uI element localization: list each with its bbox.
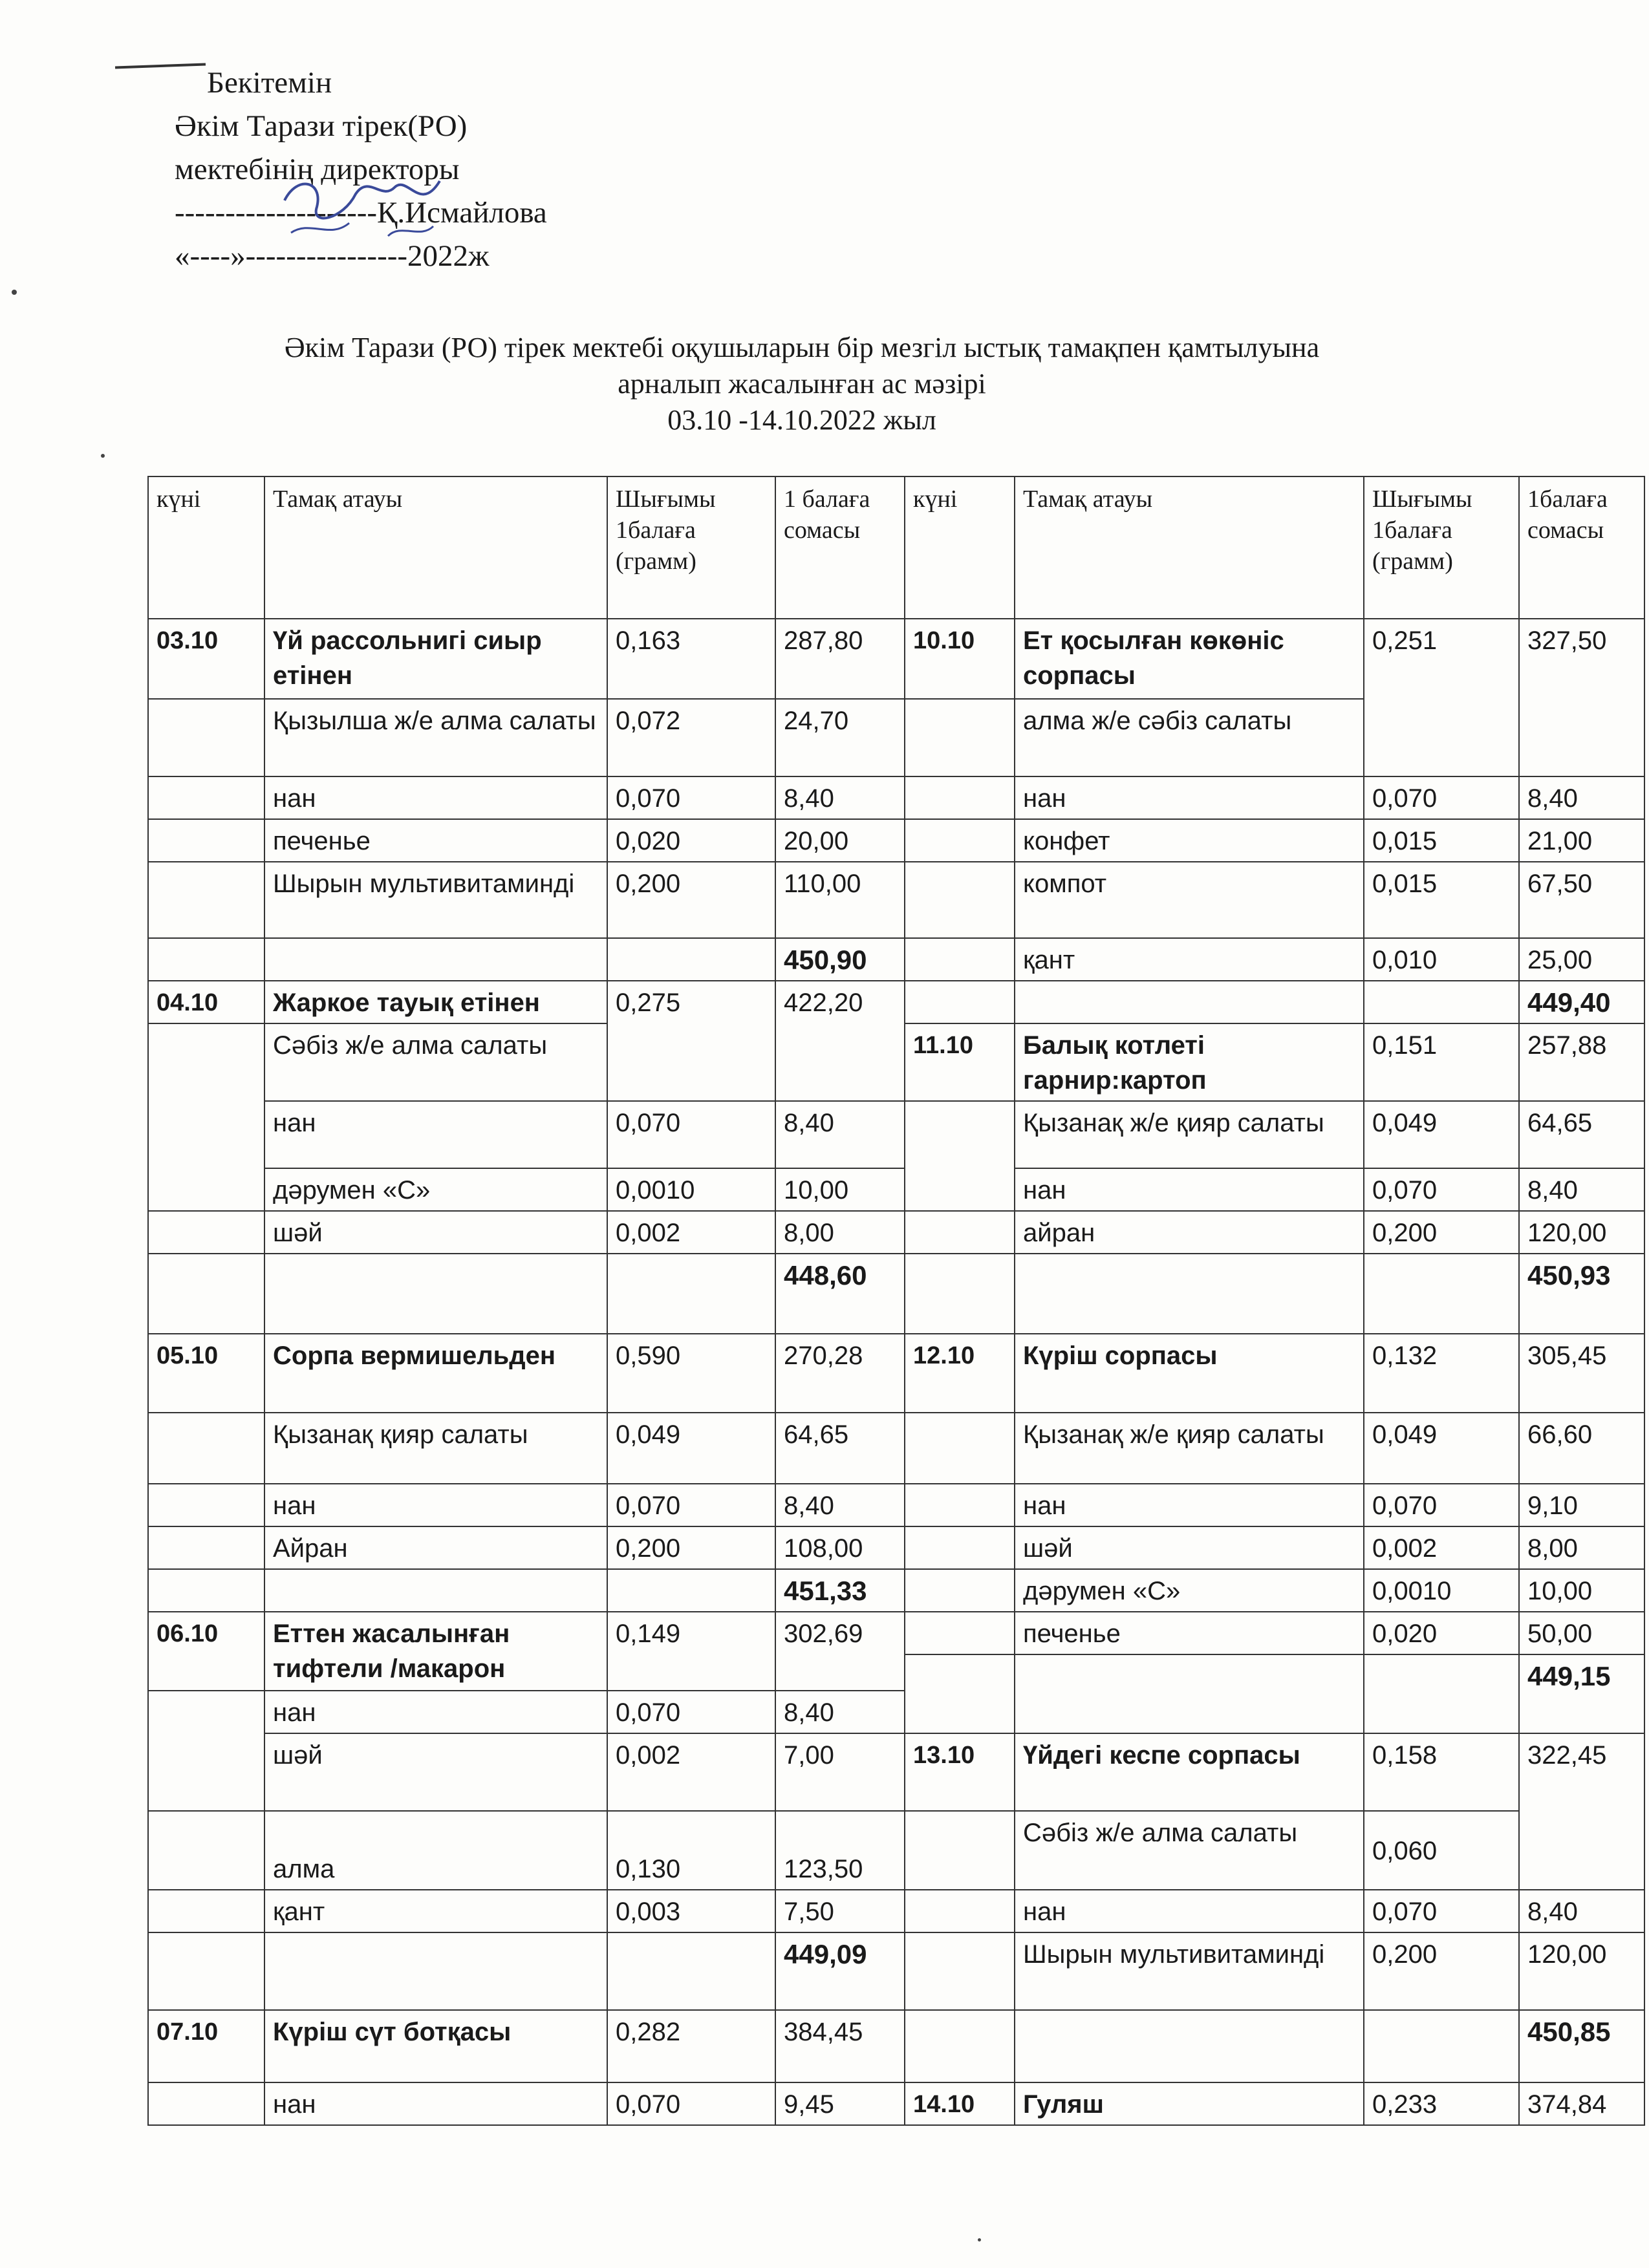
- date-cell: [148, 1932, 264, 2010]
- dish-name: [264, 1569, 607, 1612]
- table-row: [148, 2082, 1644, 2125]
- approval-line-1: Бекітемін: [207, 66, 332, 100]
- total-cell: 449,09: [775, 1932, 905, 2010]
- grams-cell: [1364, 1811, 1519, 1890]
- grams-cell: 0,072: [607, 699, 775, 776]
- grams-cell: 0,070: [1364, 1484, 1519, 1526]
- date-cell: [148, 862, 264, 938]
- dish-name: Жаркое тауық етінен: [264, 981, 607, 1023]
- date-cell: [905, 938, 1015, 981]
- table-header-row: [148, 476, 1644, 619]
- date-cell: [905, 776, 1015, 819]
- cost-cell: 8,40: [775, 1691, 905, 1733]
- menu-table: [147, 476, 1645, 2126]
- dish-name: Ет қосылған көкөніс сорпасы: [1015, 619, 1364, 699]
- cost-cell: 9,45: [775, 2082, 905, 2125]
- cost-cell: 302,69: [775, 1612, 905, 1691]
- cost-cell: 270,28: [775, 1334, 905, 1413]
- date-cell: [148, 938, 264, 981]
- table-row: [148, 1484, 1644, 1526]
- grams-cell: 0,149: [607, 1612, 775, 1691]
- date-cell: [148, 819, 264, 862]
- cost-cell: 305,45: [1519, 1334, 1644, 1413]
- title-line-2: арналып жасалынған ас мәзірі: [618, 368, 986, 400]
- dish-name: конфет: [1015, 819, 1364, 862]
- grams-cell: 0,002: [607, 1211, 775, 1254]
- table-row: [148, 1334, 1644, 1413]
- dish-name: Еттен жасалынған тифтели /макарон: [264, 1612, 607, 1691]
- grams-cell: 0,002: [1364, 1526, 1519, 1569]
- grams-cell: 0,003: [607, 1890, 775, 1932]
- date-cell: [905, 862, 1015, 938]
- header-cell: Тамақ атауы: [1015, 476, 1364, 619]
- table-row: [148, 1101, 1644, 1168]
- dish-name: шәй: [264, 1211, 607, 1254]
- cost-cell: 20,00: [775, 819, 905, 862]
- dish-name: Сәбіз ж/е алма салаты: [264, 1023, 607, 1101]
- cost-cell: 287,80: [775, 619, 905, 699]
- date-cell: 04.10: [148, 981, 264, 1023]
- cost-cell: 8,40: [1519, 1168, 1644, 1211]
- cost-cell: 64,65: [1519, 1101, 1644, 1168]
- empty-cell: [1364, 1654, 1519, 1733]
- dish-name: печенье: [264, 819, 607, 862]
- cost-cell: 67,50: [1519, 862, 1644, 938]
- dish-name: [1015, 1254, 1364, 1334]
- dish-name: Шырын мультивитаминді: [1015, 1932, 1364, 2010]
- table-row: [148, 1890, 1644, 1932]
- dish-name: нан: [1015, 1168, 1364, 1211]
- date-cell: 11.10: [905, 1023, 1015, 1101]
- date-cell: [905, 1101, 1015, 1211]
- table-row: [148, 1168, 1644, 1211]
- date-cell: 14.10: [905, 2082, 1015, 2125]
- grams-cell: 0,0010: [1364, 1569, 1519, 1612]
- table-row: [148, 1811, 1644, 1890]
- grams-cell: [1364, 2010, 1519, 2082]
- table-row: [148, 1932, 1644, 2010]
- total-cell: 449,15: [1519, 1654, 1644, 1733]
- header-cell: күні: [905, 476, 1015, 619]
- grams-cell: 0,015: [1364, 819, 1519, 862]
- date-cell: [905, 1211, 1015, 1254]
- date-cell: [905, 1612, 1015, 1654]
- date-cell: [148, 699, 264, 776]
- grams-cell: 0,282: [607, 2010, 775, 2082]
- dish-name: [264, 1811, 607, 1890]
- header-cell: Шығымы 1балаға (грамм): [1364, 476, 1519, 619]
- grams-cell: 0,002: [607, 1733, 775, 1811]
- cost-cell: 10,00: [1519, 1569, 1644, 1612]
- grams-cell: 0,200: [607, 1526, 775, 1569]
- dish-name: дәрумен «С»: [264, 1168, 607, 1211]
- cost-cell: 7,50: [775, 1890, 905, 1932]
- date-cell: [148, 1691, 264, 1811]
- dish-name: шәй: [264, 1733, 607, 1811]
- cost-cell: 7,00: [775, 1733, 905, 1811]
- grams-cell: 0,0010: [607, 1168, 775, 1211]
- grams-cell: 0,251: [1364, 619, 1519, 776]
- cost-cell: 25,00: [1519, 938, 1644, 981]
- date-cell: [148, 1811, 264, 1890]
- grams-cell: 0,070: [1364, 1890, 1519, 1932]
- table-row: [148, 1733, 1644, 1811]
- dish-name: [1015, 2010, 1364, 2082]
- dish-name: нан: [1015, 1890, 1364, 1932]
- title-line-3: 03.10 -14.10.2022 жыл: [667, 404, 936, 436]
- date-cell: [905, 1254, 1015, 1334]
- empty-cell: [1015, 1654, 1364, 1733]
- grams-cell: 0,200: [1364, 1211, 1519, 1254]
- cost-text: 123,50: [784, 1855, 863, 1883]
- dish-name: нан: [1015, 776, 1364, 819]
- grams-cell: 0,151: [1364, 1023, 1519, 1101]
- dish-name: айран: [1015, 1211, 1364, 1254]
- cost-cell: 66,60: [1519, 1413, 1644, 1484]
- date-cell: [148, 1526, 264, 1569]
- dish-name: печенье: [1015, 1612, 1364, 1654]
- empty-cell: [905, 1654, 1015, 1733]
- grams-cell: 0,158: [1364, 1733, 1519, 1811]
- grams-cell: 0,020: [1364, 1612, 1519, 1654]
- date-cell: [905, 699, 1015, 776]
- grams-cell: 0,233: [1364, 2082, 1519, 2125]
- grams-cell: [1364, 1254, 1519, 1334]
- dish-name: Айран: [264, 1526, 607, 1569]
- table-row: [148, 619, 1644, 699]
- grams-cell: 0,070: [1364, 1168, 1519, 1211]
- cost-cell: 10,00: [775, 1168, 905, 1211]
- date-cell: [148, 1890, 264, 1932]
- grams-cell: [607, 1811, 775, 1890]
- date-cell: [148, 1211, 264, 1254]
- date-cell: [905, 2010, 1015, 2082]
- dish-name: Үй рассольнигі сиыр етінен: [264, 619, 607, 699]
- grams-cell: 0,070: [607, 2082, 775, 2125]
- dish-name-text: алма: [273, 1855, 335, 1883]
- grams-cell: [607, 1932, 775, 2010]
- grams-cell: 0,049: [1364, 1101, 1519, 1168]
- date-cell: [148, 1413, 264, 1484]
- cost-cell: 8,00: [1519, 1526, 1644, 1569]
- dish-name: шәй: [1015, 1526, 1364, 1569]
- cost-cell: 9,10: [1519, 1484, 1644, 1526]
- cost-cell: 8,00: [775, 1211, 905, 1254]
- cost-cell: 8,40: [775, 1484, 905, 1526]
- date-cell: [905, 1569, 1015, 1612]
- dish-name: Қызылша ж/е алма салаты: [264, 699, 607, 776]
- dish-name: қант: [264, 1890, 607, 1932]
- table-row: [148, 2010, 1644, 2082]
- approval-line-3: мектебінің директоры: [175, 153, 460, 186]
- cost-cell: 8,40: [1519, 776, 1644, 819]
- cost-cell: 64,65: [775, 1413, 905, 1484]
- dish-name: нан: [264, 776, 607, 819]
- dish-name: Қызанақ қияр салаты: [264, 1413, 607, 1484]
- total-cell: 450,90: [775, 938, 905, 981]
- cost-cell: 21,00: [1519, 819, 1644, 862]
- date-cell: [905, 1526, 1015, 1569]
- dish-name: дәрумен «С»: [1015, 1569, 1364, 1612]
- grams-cell: 0,049: [1364, 1413, 1519, 1484]
- cost-cell: 374,84: [1519, 2082, 1644, 2125]
- date-cell: 07.10: [148, 2010, 264, 2082]
- date-cell: [905, 819, 1015, 862]
- grams-cell: [1364, 981, 1519, 1023]
- date-cell: [905, 981, 1015, 1023]
- header-cell: Тамақ атауы: [264, 476, 607, 619]
- header-cell: күні: [148, 476, 264, 619]
- cost-cell: 257,88: [1519, 1023, 1644, 1101]
- scan-speck: [101, 454, 105, 458]
- grams-cell: 0,200: [607, 862, 775, 938]
- dish-name: Үйдегі кеспе сорпасы: [1015, 1733, 1364, 1811]
- dish-name: Гуляш: [1015, 2082, 1364, 2125]
- scan-speck: [12, 290, 17, 295]
- dish-name: Күріш сорпасы: [1015, 1334, 1364, 1413]
- table-row: [148, 938, 1644, 981]
- grams-cell: 0,049: [607, 1413, 775, 1484]
- dish-name: нан: [264, 1101, 607, 1168]
- cost-cell: 8,40: [775, 1101, 905, 1168]
- cost-cell: 120,00: [1519, 1211, 1644, 1254]
- cost-cell: 108,00: [775, 1526, 905, 1569]
- total-cell: 448,60: [775, 1254, 905, 1334]
- grams-cell: [607, 938, 775, 981]
- dish-name: Қызанақ ж/е қияр салаты: [1015, 1413, 1364, 1484]
- dish-name: нан: [1015, 1484, 1364, 1526]
- table-row: [148, 1254, 1644, 1334]
- approval-line-4: --------------------Қ.Исмайлова: [175, 196, 547, 230]
- dish-name: Күріш сүт ботқасы: [264, 2010, 607, 2082]
- header-cell: Шығымы 1балаға (грамм): [607, 476, 775, 619]
- date-cell: 06.10: [148, 1612, 264, 1691]
- dish-name: Балық котлеті гарнир:картоп: [1015, 1023, 1364, 1101]
- date-cell: 03.10: [148, 619, 264, 699]
- total-cell: 451,33: [775, 1569, 905, 1612]
- dish-name: Шырын мультивитаминді: [264, 862, 607, 938]
- date-cell: [148, 1569, 264, 1612]
- date-cell: [905, 1932, 1015, 2010]
- header-cell: 1 балаға сомасы: [775, 476, 905, 619]
- dish-name: Сәбіз ж/е алма салаты: [1015, 1811, 1364, 1890]
- cost-cell: [775, 1811, 905, 1890]
- header-cell: 1балаға сомасы: [1519, 476, 1644, 619]
- grams-cell: 0,070: [1364, 776, 1519, 819]
- grams-cell: 0,590: [607, 1334, 775, 1413]
- date-cell: [148, 1484, 264, 1526]
- table-row: [148, 981, 1644, 1023]
- document-title: [194, 330, 1410, 438]
- grams-cell: 0,015: [1364, 862, 1519, 938]
- table-row: [148, 1569, 1644, 1612]
- dish-name: Сорпа вермишельден: [264, 1334, 607, 1413]
- date-cell: 10.10: [905, 619, 1015, 699]
- date-cell: [905, 1811, 1015, 1890]
- cost-cell: 322,45: [1519, 1733, 1644, 1890]
- date-cell: [148, 1023, 264, 1211]
- table-row: [148, 1211, 1644, 1254]
- scan-speck: [978, 2238, 981, 2241]
- cost-cell: 8,40: [1519, 1890, 1644, 1932]
- approval-line-2: Әкім Тарази тірек(РО): [175, 109, 468, 143]
- table-row: [148, 1612, 1644, 1654]
- date-cell: 05.10: [148, 1334, 264, 1413]
- total-cell: 450,93: [1519, 1254, 1644, 1334]
- grams-text: 0,130: [616, 1855, 681, 1883]
- date-cell: 12.10: [905, 1334, 1015, 1413]
- date-cell: 13.10: [905, 1733, 1015, 1811]
- grams-cell: 0,010: [1364, 938, 1519, 981]
- dish-name: нан: [264, 1484, 607, 1526]
- dish-name: компот: [1015, 862, 1364, 938]
- table-row: [148, 862, 1644, 938]
- dish-name: нан: [264, 1691, 607, 1733]
- grams-cell: 0,132: [1364, 1334, 1519, 1413]
- grams-text: 0,060: [1372, 1837, 1438, 1865]
- total-cell: 450,85: [1519, 2010, 1644, 2082]
- date-cell: [905, 1890, 1015, 1932]
- cost-cell: 422,20: [775, 981, 905, 1101]
- table-row: [148, 776, 1644, 819]
- grams-cell: 0,200: [1364, 1932, 1519, 2010]
- grams-cell: [607, 1254, 775, 1334]
- total-cell: 449,40: [1519, 981, 1644, 1023]
- dish-name: Қызанақ ж/е қияр салаты: [1015, 1101, 1364, 1168]
- grams-cell: 0,070: [607, 776, 775, 819]
- date-cell: [905, 1413, 1015, 1484]
- cost-cell: 384,45: [775, 2010, 905, 2082]
- dish-name: [264, 1254, 607, 1334]
- cost-cell: 327,50: [1519, 619, 1644, 776]
- cost-cell: 110,00: [775, 862, 905, 938]
- dish-name: қант: [1015, 938, 1364, 981]
- cost-cell: 50,00: [1519, 1612, 1644, 1654]
- table-row: [148, 1526, 1644, 1569]
- grams-cell: 0,070: [607, 1101, 775, 1168]
- grams-cell: 0,275: [607, 981, 775, 1101]
- grams-cell: 0,070: [607, 1484, 775, 1526]
- cost-cell: 8,40: [775, 776, 905, 819]
- dish-name: [264, 1932, 607, 2010]
- cost-cell: 120,00: [1519, 1932, 1644, 2010]
- grams-cell: 0,020: [607, 819, 775, 862]
- dish-name: нан: [264, 2082, 607, 2125]
- dish-name: [264, 938, 607, 981]
- grams-cell: 0,070: [607, 1691, 775, 1733]
- approval-line-5: «----»----------------2022ж: [175, 239, 490, 273]
- date-cell: [905, 1484, 1015, 1526]
- grams-cell: 0,163: [607, 619, 775, 699]
- cost-cell: 24,70: [775, 699, 905, 776]
- table-row: [148, 819, 1644, 862]
- signature: [272, 162, 479, 246]
- table-row: [148, 1413, 1644, 1484]
- title-line-1: Әкім Тарази (РО) тірек мектебі оқушыларын бір мезгіл ыстық тамақпен қамтылуына: [284, 332, 1320, 363]
- date-cell: [148, 2082, 264, 2125]
- dish-name: алма ж/е сәбіз салаты: [1015, 699, 1364, 776]
- date-cell: [148, 776, 264, 819]
- dish-name: [1015, 981, 1364, 1023]
- grams-cell: [607, 1569, 775, 1612]
- date-cell: [148, 1254, 264, 1334]
